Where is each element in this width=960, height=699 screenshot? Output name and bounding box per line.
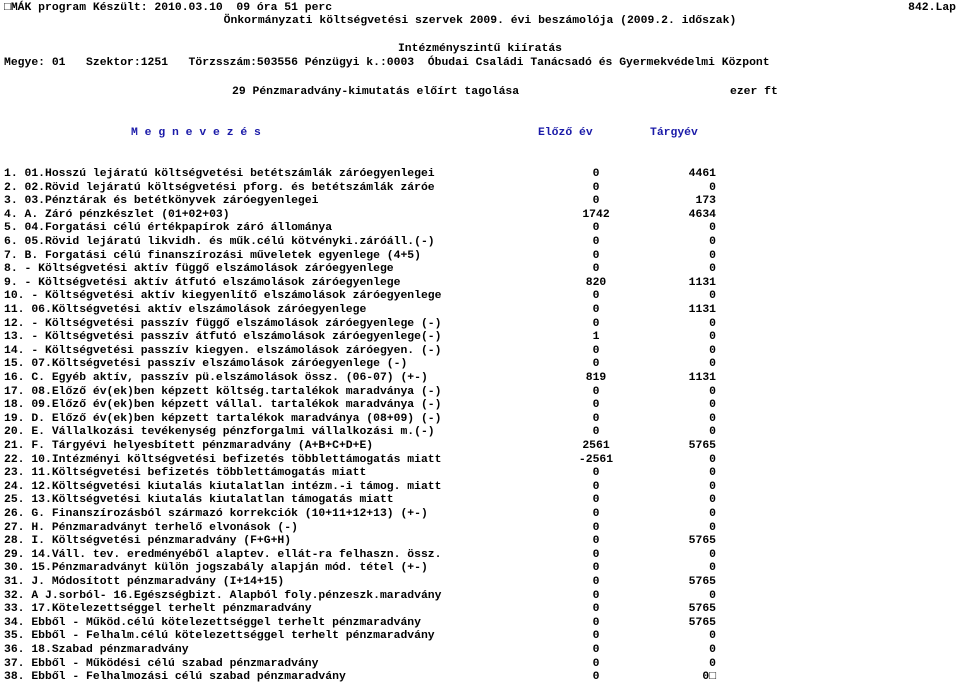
table-row: [0, 494, 960, 506]
table-row: [0, 440, 960, 452]
table-row: [0, 168, 960, 180]
row-label: 31. J. Módosított pénzmaradvány (I+14+15): [4, 576, 285, 588]
row-label: 7. B. Forgatási célú finanszírozási műveletek egyenlege (4+5): [4, 249, 421, 262]
row-label: 3. 03.Pénztárak és betétkönyvek záróegyenlegei: [4, 195, 319, 208]
table-row: [0, 386, 960, 398]
table-row: [0, 399, 960, 411]
row-cur-value: 0: [709, 589, 716, 602]
row-cur-value: 5765: [688, 576, 716, 588]
table-row: [0, 195, 960, 207]
row-prev-value: 0: [592, 521, 600, 534]
row-cur-value: 0: [709, 508, 716, 520]
row-label: 28. I. Költségvetési pénzmaradvány (F+G+H): [4, 535, 292, 548]
row-prev-value: 0: [592, 535, 600, 548]
row-cur-value: 4461: [688, 168, 716, 180]
row-prev-value: 0: [592, 603, 600, 616]
row-label: 19. D. Előző év(ek)ben képzett tartalékok maradványa (08+09) (-): [4, 412, 442, 425]
row-label: 21. F. Tárgyévi helyesbített pénzmaradvány (A+B+C+D+E): [4, 440, 374, 452]
row-prev-value: 1742: [582, 208, 610, 221]
row-prev-value: 820: [585, 276, 607, 289]
row-label: 25. 13.Költségvetési kiutalás kiutalatlan támogatás miatt: [4, 494, 394, 507]
table-row: [0, 508, 960, 520]
row-cur-value: 0: [709, 344, 716, 357]
table-row: [0, 277, 960, 289]
row-prev-value: 0: [592, 657, 600, 670]
row-prev-value: 0: [592, 236, 600, 248]
row-prev-value: 0: [592, 344, 600, 357]
table-row: [0, 467, 960, 479]
row-prev-value: 0: [592, 290, 600, 303]
row-cur-value: 5765: [688, 616, 716, 629]
row-label: 8. - Költségvetési aktív függő elszámolások záróegyenlege: [4, 263, 394, 276]
row-prev-value: -2561: [578, 453, 614, 466]
row-prev-value: 0: [592, 181, 600, 194]
table-row: [0, 426, 960, 438]
row-label: 13. - Költségvetési passzív átfutó elszámolások záróegyenlege(-): [4, 331, 442, 344]
table-row: [0, 535, 960, 547]
row-prev-value: 0: [592, 576, 600, 588]
table-row: [0, 644, 960, 656]
row-cur-value: 4634: [688, 208, 716, 221]
row-prev-value: 0: [592, 426, 600, 439]
row-cur-value: 0: [709, 521, 716, 534]
row-label: 34. Ebből - Működ.célú kötelezettséggel terhelt pénzmaradvány: [4, 616, 421, 629]
row-cur-value: 0: [709, 467, 716, 480]
row-cur-value: 5765: [688, 603, 716, 616]
row-prev-value: 0: [592, 317, 600, 330]
row-prev-value: 0: [592, 399, 600, 412]
column-header-prev: Előző év: [538, 127, 593, 139]
table-row: [0, 671, 960, 683]
table-row: [0, 617, 960, 629]
table-row: [0, 358, 960, 370]
table-row: [0, 250, 960, 262]
row-label: 35. Ebből - Felhalm.célú kötelezettséggel terhelt pénzmaradvány: [4, 630, 435, 643]
row-cur-value: 0: [709, 494, 716, 507]
table-row: [0, 549, 960, 561]
row-label: 4. A. Záró pénzkészlet (01+02+03): [4, 208, 230, 221]
row-label: 12. - Költségvetési passzív függő elszámolások záróegyenlege (-): [4, 317, 442, 330]
row-prev-value: 0: [592, 195, 600, 208]
row-label: 16. C. Egyéb aktív, passzív pü.elszámolások össz. (06-07) (+-): [4, 372, 428, 384]
row-label: 5. 04.Forgatási célú értékpapírok záró állománya: [4, 222, 333, 235]
column-header-cur: Tárgyév: [650, 127, 698, 139]
row-prev-value: 0: [592, 304, 600, 316]
unit-label: ezer ft: [730, 86, 778, 98]
row-cur-value: 0: [709, 222, 716, 235]
table-row: [0, 304, 960, 316]
row-cur-value: 173: [695, 195, 716, 208]
row-label: 30. 15.Pénzmaradványt külön jogszabály alapján mód. tétel (+-): [4, 562, 428, 575]
row-cur-value: 1131: [688, 276, 716, 289]
row-prev-value: 0: [592, 494, 600, 507]
row-label: 37. Ebből - Működési célú szabad pénzmaradvány: [4, 657, 319, 670]
row-label: 22. 10.Intézményi költségvetési befizetés többlettámogatás miatt: [4, 453, 442, 466]
column-header-name: M e g n e v e z é s: [131, 127, 261, 139]
row-prev-value: 0: [592, 249, 600, 262]
row-label: 10. - Költségvetési aktív kiegyenlítő elszámolások záróegyenlege: [4, 290, 442, 303]
row-cur-value: 0: [709, 385, 716, 398]
row-cur-value: 0: [709, 181, 716, 194]
table-row: [0, 481, 960, 493]
row-cur-value: 5765: [688, 535, 716, 548]
row-cur-value: 0: [709, 548, 716, 561]
row-label: 17. 08.Előző év(ek)ben képzett költség.tartalékok maradványa (-): [4, 385, 442, 398]
row-label: 15. 07.Költségvetési passzív elszámolások záróegyenlege (-): [4, 358, 408, 371]
row-prev-value: 1: [592, 331, 600, 344]
row-cur-value: 0: [709, 630, 716, 643]
table-row: [0, 209, 960, 221]
row-cur-value: 0: [709, 358, 716, 371]
row-prev-value: 0: [592, 508, 600, 520]
row-prev-value: 0: [592, 671, 600, 684]
row-cur-value: 0: [709, 399, 716, 412]
row-prev-value: 0: [592, 562, 600, 575]
row-cur-value: 0: [709, 331, 716, 344]
row-prev-value: 0: [592, 263, 600, 276]
row-prev-value: 0: [592, 616, 600, 629]
table-row: [0, 658, 960, 670]
row-cur-value: 0: [709, 562, 716, 575]
row-label: 14. - Költségvetési passzív kiegyen. elszámolások záróegyen. (-): [4, 344, 442, 357]
table-row: [0, 372, 960, 384]
row-cur-value: 0: [709, 644, 716, 656]
row-label: 33. 17.Kötelezettséggel terhelt pénzmaradvány: [4, 603, 312, 616]
row-prev-value: 0: [592, 467, 600, 480]
row-label: 36. 18.Szabad pénzmaradvány: [4, 644, 189, 656]
row-label: 20. E. Vállalkozási tevékenység pénzforgalmi vállalkozási m.(-): [4, 426, 435, 439]
row-cur-value: 0: [709, 453, 716, 466]
table-row: [0, 603, 960, 615]
organization-line: Megye: 01 Szektor:1251 Törzsszám:503556 Pénzügyi k.:0003 Óbudai Családi Tanácsadó és Gyermekvédelmi Központ: [4, 57, 770, 69]
row-prev-value: 2561: [582, 440, 610, 452]
row-prev-value: 0: [592, 168, 600, 180]
row-label: 38. Ebből - Felhalmozási célú szabad pénzmaradvány: [4, 671, 346, 684]
table-row: [0, 345, 960, 357]
table-row: [0, 318, 960, 330]
table-row: [0, 576, 960, 588]
table-row: [0, 522, 960, 534]
row-label: 1. 01.Hosszú lejáratú költségvetési betétszámlák záróegyenlegei: [4, 168, 435, 180]
row-prev-value: 0: [592, 548, 600, 561]
row-cur-value: 5765: [688, 440, 716, 452]
row-label: 23. 11.Költségvetési befizetés többlettámogatás miatt: [4, 467, 367, 480]
row-prev-value: 0: [592, 644, 600, 656]
row-cur-value: 0: [709, 480, 716, 493]
row-prev-value: 0: [592, 358, 600, 371]
table-row: [0, 331, 960, 343]
page-number: 842.Lap: [908, 2, 956, 14]
table-row: [0, 236, 960, 248]
row-cur-value: 0: [709, 426, 716, 439]
row-cur-value: 0: [709, 290, 716, 303]
row-label: 18. 09.Előző év(ek)ben képzett vállal. tartalékok maradványa (-): [4, 399, 442, 412]
table-row: [0, 222, 960, 234]
row-cur-value: 0: [709, 236, 716, 248]
table-row: [0, 454, 960, 466]
row-label: 11. 06.Költségvetési aktív elszámolások záróegyenlege: [4, 304, 367, 316]
row-cur-value: 1131: [688, 372, 716, 384]
row-label: 2. 02.Rövid lejáratú költségvetési pforg. és betétszámlák záróe: [4, 181, 435, 194]
table-row: [0, 590, 960, 602]
table-row: [0, 630, 960, 642]
row-prev-value: 0: [592, 589, 600, 602]
row-cur-value: 0: [709, 249, 716, 262]
row-label: 24. 12.Költségvetési kiutalás kiutalatlan intézm.-i támog. miatt: [4, 480, 442, 493]
table-row: [0, 182, 960, 194]
row-prev-value: 819: [585, 372, 607, 384]
row-cur-value: 0: [709, 317, 716, 330]
row-prev-value: 0: [592, 222, 600, 235]
program-line: □MÁK program Készült: 2010.03.10 09 óra 51 perc: [4, 2, 333, 14]
row-label: 6. 05.Rövid lejáratú likvidh. és műk.célú kötvényki.záróáll.(-): [4, 236, 435, 248]
row-prev-value: 0: [592, 630, 600, 643]
table-row: [0, 290, 960, 302]
row-cur-value: 0: [709, 657, 716, 670]
table-row: [0, 562, 960, 574]
row-cur-value: 1131: [688, 304, 716, 316]
row-label: 29. 14.Váll. tev. eredményéből alaptev. ellát-ra felhaszn. össz.: [4, 548, 442, 561]
row-prev-value: 0: [592, 385, 600, 398]
row-label: 27. H. Pénzmaradványt terhelő elvonások (-): [4, 521, 298, 534]
report-title: Önkormányzati költségvetési szervek 2009. évi beszámolója (2009.2. időszak): [223, 15, 737, 27]
table-row: [0, 413, 960, 425]
row-cur-value: 0□: [702, 671, 716, 684]
printout-title: Intézményszintű kiíratás: [397, 43, 563, 55]
row-cur-value: 0: [709, 412, 716, 425]
row-label: 26. G. Finanszírozásból származó korrekciók (10+11+12+13) (+-): [4, 508, 428, 520]
row-cur-value: 0: [709, 263, 716, 276]
row-prev-value: 0: [592, 480, 600, 493]
row-label: 32. A J.sorból- 16.Egészségbizt. Alapból foly.pénzeszk.maradvány: [4, 589, 442, 602]
row-prev-value: 0: [592, 412, 600, 425]
table-row: [0, 263, 960, 275]
table-title: 29 Pénzmaradvány-kimutatás előírt tagolása: [232, 86, 520, 98]
row-label: 9. - Költségvetési aktív átfutó elszámolások záróegyenlege: [4, 276, 401, 289]
